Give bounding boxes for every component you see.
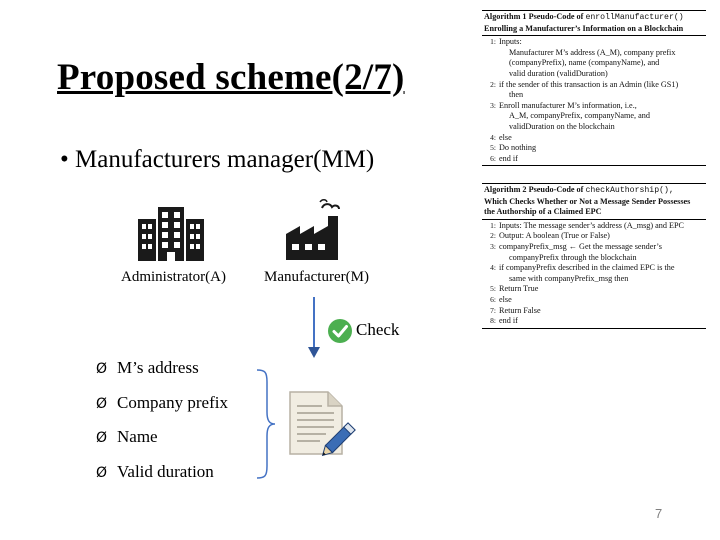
line-number [482,58,499,69]
checkmark-circle-icon [327,318,353,344]
algorithm-line [482,242,706,253]
algorithm-line [482,69,706,80]
line-text: A_M, companyPrefix, companyName, and [509,111,650,121]
line-number: 6: [490,153,496,163]
line-text: validDuration on the blockchain [509,121,615,131]
algorithm-line [482,37,706,48]
line-number: 6: [490,294,496,304]
administrator-label: Administrator(A) [121,269,226,285]
feature-item-company-prefix: Ø Company prefix [96,393,228,412]
line-number: 5: [490,284,496,294]
algorithm-line [482,274,706,285]
line-text: Do nothing [499,143,537,153]
algorithm-line [482,295,706,306]
check-label: Check [356,320,400,339]
line-number: 2: [490,79,496,89]
arrow-bullet-icon: Ø [96,465,108,481]
algorithm-line [482,101,706,112]
line-text: companyPrefix through the blockchain [509,252,637,262]
algorithm-2-box [482,183,706,329]
line-number [482,122,499,133]
algorithm-line [482,263,706,274]
algorithm-line [482,306,706,317]
line-text: else [499,132,512,142]
algorithm-line [482,253,706,264]
line-text: if the sender of this transaction is an Admin (like GS1) [499,79,679,89]
algorithm-1-body [482,36,706,166]
algorithm-line [482,133,706,144]
line-text: then [509,90,524,100]
algorithm-1-box [482,10,706,166]
algorithm-1-header: Algorithm 1 Pseudo-Code of enrollManufacturer() Enrolling a Manufacturer’s Information on a Blockchain [482,10,706,36]
feature-item-name: Ø Name [96,427,158,446]
line-text: end if [499,153,518,163]
bullet-manufacturers-manager: • Manufacturers manager(MM) [60,146,375,173]
algorithm-line [482,111,706,122]
line-text: end if [499,316,518,326]
algorithm-line [482,58,706,69]
arrow-bullet-icon: Ø [96,361,108,377]
algorithm-line [482,48,706,59]
line-number: 1: [490,37,496,47]
algorithm-line [482,231,706,242]
algorithm-line [482,90,706,101]
algorithm-line [482,154,706,165]
line-text: Output: A boolean (True or False) [499,231,610,241]
line-text: if companyPrefix described in the claimed EPC is the [499,263,675,273]
page-number: 7 [655,506,663,521]
feature-item-address: Ø M’s address [96,358,199,377]
line-text: Inputs: [499,37,522,47]
algorithm-line [482,143,706,154]
down-arrow-icon [306,297,322,359]
line-number: 3: [490,100,496,110]
algorithm-2-header: Algorithm 2 Pseudo-Code of checkAuthorship(), Which Checks Whether or Not a Message Sender Possesses the Authorship of a Claimed EPC [482,183,706,220]
office-building-icon [136,205,206,263]
line-text: (companyPrefix), name (companyName), and [509,58,660,68]
line-number [482,111,499,122]
factory-icon [282,198,348,264]
line-number [482,90,499,101]
line-text: valid duration (validDuration) [509,68,608,78]
line-number: 5: [490,143,496,153]
line-number: 4: [490,263,496,273]
line-text: Inputs: The message sender’s address (A_msg) and EPC [499,220,685,230]
algorithm-line [482,80,706,91]
document-pen-icon [286,390,356,460]
line-number [482,274,499,285]
line-number [482,69,499,80]
line-text: Return False [499,305,541,315]
line-text: same with companyPrefix_msg then [509,273,629,283]
feature-item-valid-duration: Ø Valid duration [96,462,214,481]
algorithm-line [482,316,706,327]
line-number: 4: [490,132,496,142]
line-text: companyPrefix_msg ← Get the message sender’s [499,241,662,251]
line-number: 8: [490,316,496,326]
line-text: Enroll manufacturer M’s information, i.e., [499,100,637,110]
algorithm-2-body [482,220,706,329]
line-number [482,48,499,59]
line-number: 1: [490,220,496,230]
slide-title: Proposed scheme(2/7) [57,57,405,98]
line-number: 7: [490,305,496,315]
algorithm-line [482,221,706,232]
line-number [482,253,499,264]
line-text: else [499,294,512,304]
line-number: 2: [490,231,496,241]
algorithm-line [482,284,706,295]
algorithm-line [482,122,706,133]
line-text: Return True [499,284,539,294]
line-number: 3: [490,241,496,251]
arrow-bullet-icon: Ø [96,430,108,446]
arrow-bullet-icon: Ø [96,396,108,412]
manufacturer-label: Manufacturer(M) [264,269,369,285]
line-text: Manufacturer M’s address (A_M), company prefix [509,47,676,57]
right-brace [255,368,277,480]
